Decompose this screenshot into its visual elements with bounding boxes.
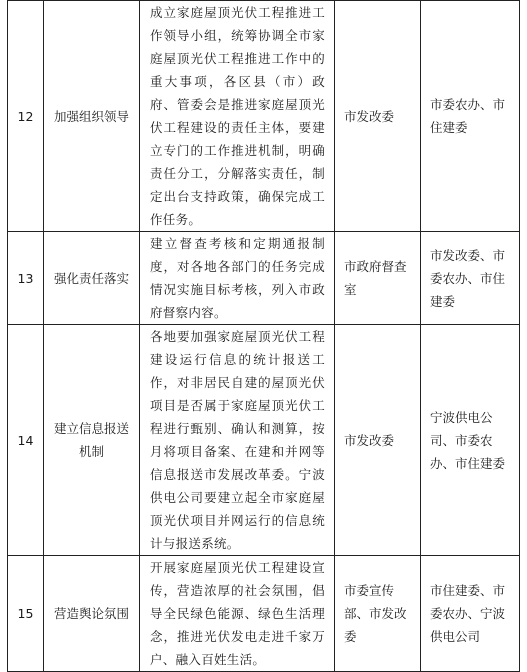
lead-unit: 市发改委 <box>335 1 421 232</box>
table-row <box>8 232 520 325</box>
task-content: 建立督查考核和定期通报制度，对各地各部门的任务完成情况实施目标考核，列入市政府督察内容。 <box>140 232 335 325</box>
cooperating-units: 宁波供电公司、市委农办、市住建委 <box>421 325 520 556</box>
table-row <box>8 1 520 232</box>
task-content: 各地要加强家庭屋顶光伏工程建设运行信息的统计报送工作，对非居民自建的屋顶光伏项目是否属于家庭屋顶光伏工程进行甄别、确认和测算，按月将项目备案、在建和并网等信息报送市发展改革委。宁波供电公司要建立起全市家庭屋顶光伏项目并网运行的信息统计与报送系统。 <box>140 325 335 556</box>
task-item: 强化责任落实 <box>44 232 140 325</box>
lead-unit: 市发改委 <box>335 325 421 556</box>
task-content: 成立家庭屋顶光伏工程推进工作领导小组，统筹协调全市家庭屋顶光伏工程推进工作中的重大事项，各区县（市）政府、管委会是推进家庭屋顶光伏工程建设的责任主体，要建立专门的工作推进机制，明确责任分工，分解落实责任，制定出台支持政策，确保完成工作任务。 <box>140 1 335 232</box>
task-item: 营造舆论氛围 <box>44 556 140 672</box>
table-row <box>8 556 520 672</box>
cooperating-units: 市住建委、市委农办、宁波供电公司 <box>421 556 520 672</box>
row-number: 15 <box>8 556 44 672</box>
lead-unit: 市委宣传部、市发改委 <box>335 556 421 672</box>
measures-table <box>7 0 520 672</box>
cooperating-units: 市委农办、市住建委 <box>421 1 520 232</box>
task-item: 建立信息报送机制 <box>44 325 140 556</box>
task-content: 开展家庭屋顶光伏工程建设宣传，营造浓厚的社会氛围，倡导全民绿色能源、绿色生活理念，推进光伏发电走进千家万户、融入百姓生活。 <box>140 556 335 672</box>
row-number: 13 <box>8 232 44 325</box>
row-number: 14 <box>8 325 44 556</box>
cooperating-units: 市发改委、市委农办、市住建委 <box>421 232 520 325</box>
row-number: 12 <box>8 1 44 232</box>
table-row <box>8 325 520 556</box>
lead-unit: 市政府督查室 <box>335 232 421 325</box>
task-item: 加强组织领导 <box>44 1 140 232</box>
